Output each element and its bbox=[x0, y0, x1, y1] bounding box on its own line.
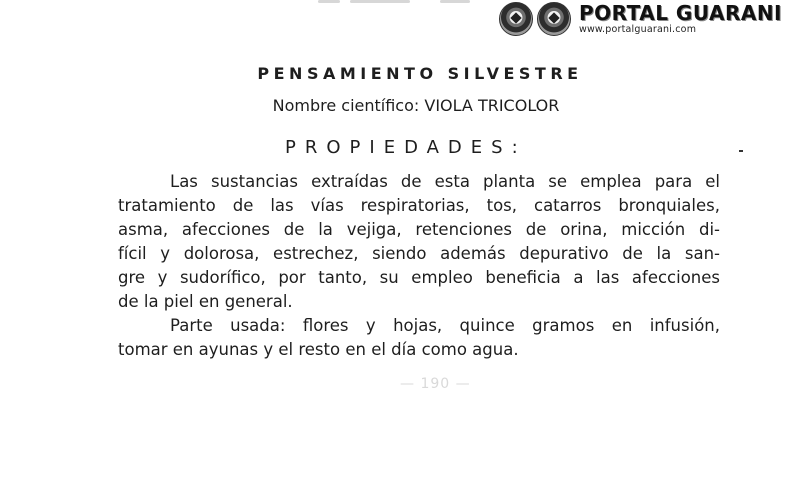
body-line: tratamiento de las vías respiratorias, tos, catarros bronquiales, bbox=[118, 196, 720, 215]
seal-icon bbox=[537, 2, 571, 36]
body-line: gre y sudorífico, por tanto, su empleo beneficia a las afecciones bbox=[118, 268, 720, 287]
brand-text bbox=[579, 3, 782, 35]
brand-title: PORTAL GUARANI bbox=[578, 1, 782, 25]
body-line: Las sustancias extraídas de esta planta se emplea para el bbox=[170, 172, 720, 191]
body-line: de la piel en general. bbox=[118, 292, 293, 311]
seal-icon bbox=[499, 2, 533, 36]
bleed-mark bbox=[318, 0, 340, 3]
body-line: Parte usada: flores y hojas, quince gramos en infusión, bbox=[170, 316, 720, 335]
body-line: fícil y dolorosa, estrechez, siendo además depurativo de la san- bbox=[118, 244, 720, 263]
bleed-mark bbox=[440, 0, 470, 3]
document-body bbox=[118, 170, 720, 362]
body-line: asma, afecciones de la vejiga, retenciones de orina, micción di- bbox=[118, 220, 720, 239]
body-line: tomar en ayunas y el resto en el día como agua. bbox=[118, 340, 519, 359]
bleed-mark bbox=[350, 0, 410, 3]
document-title: PENSAMIENTO SILVESTRE bbox=[257, 64, 583, 83]
stray-mark bbox=[739, 150, 743, 152]
portal-guarani-logo[interactable] bbox=[499, 2, 782, 36]
document-subtitle: Nombre científico: VIOLA TRICOLOR bbox=[272, 96, 560, 115]
page-number: — 190 — bbox=[400, 376, 471, 392]
section-heading: PROPIEDADES: bbox=[285, 137, 527, 158]
brand-url: www.portalguarani.com bbox=[578, 24, 697, 35]
